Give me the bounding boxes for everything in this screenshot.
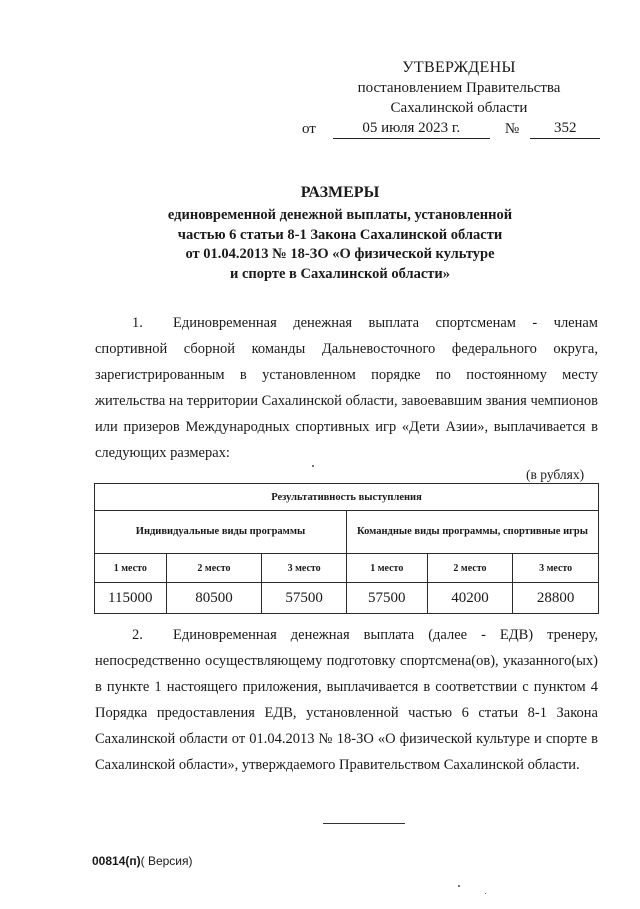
payment-table: [94, 483, 599, 614]
separator-line: [323, 823, 405, 824]
amount-cell: 57500: [346, 583, 427, 614]
paragraph-2-number: 2.: [132, 627, 143, 643]
number-label: №: [504, 121, 520, 137]
paragraph-2: [95, 622, 598, 778]
document-version: ( Версия): [140, 854, 193, 868]
heading-line-4: и спорте в Сахалинской области»: [229, 265, 451, 282]
units-note: (в рублях): [526, 467, 585, 482]
heading-line-2: частью 6 статьи 8-1 Закона Сахалинской области: [177, 226, 503, 243]
approval-block: [300, 58, 600, 139]
document-heading: [160, 182, 520, 284]
heading-line-1: единовременной денежной выплаты, установленной: [167, 207, 513, 223]
amount-cell: 57500: [262, 583, 347, 614]
scan-speck: [458, 885, 460, 887]
place-header: 1 место: [346, 554, 427, 583]
approval-line-2: Сахалинской области: [390, 100, 528, 116]
document-code: 00814(п): [92, 854, 141, 868]
approval-line-1: постановлением Правительства: [357, 80, 561, 96]
approval-date-row: [300, 118, 600, 139]
footer: [92, 854, 193, 868]
amount-cell: 40200: [427, 583, 513, 614]
from-label: от: [302, 121, 316, 137]
paragraph-1-text: Единовременная денежная выплата спортсменам - членам спортивной сборной команды Дальневосточного федерального округа, зарегистрированным в установленном порядке по постоянному месту жительства на территории Сахалинской области, завоевавшим звания чемпионов или призеров Международных спортивных игр «Дети Азии», выплачивается в следующих размерах:: [95, 315, 598, 461]
place-header: 1 место: [95, 554, 167, 583]
scan-speck: [485, 893, 486, 894]
heading-line-3: от 01.04.2013 № 18-ЗО «О физической культуре: [185, 246, 495, 262]
paragraph-1-number: 1.: [132, 315, 143, 331]
table-header: Результативность выступления: [95, 484, 599, 511]
place-header: 3 место: [513, 554, 599, 583]
table-group-team: Командные виды программы, спортивные игры: [346, 511, 598, 554]
scan-speck: [312, 465, 314, 467]
amount-cell: 115000: [95, 583, 167, 614]
amount-cell: 28800: [513, 583, 599, 614]
place-header: 2 место: [166, 554, 262, 583]
table-group-individual: Индивидуальные виды программы: [95, 511, 347, 554]
place-header: 3 место: [262, 554, 347, 583]
amount-cell: 80500: [166, 583, 262, 614]
approval-date: 05 июля 2023 г.: [333, 118, 489, 139]
approval-title: УТВЕРЖДЕНЫ: [402, 59, 516, 76]
approval-number: 352: [530, 118, 600, 139]
paragraph-2-text: Единовременная денежная выплата (далее - ЕДВ) тренеру, непосредственно осуществляющему подготовку спортсмена(ов), указанного(ых) в пункте 1 настоящего приложения, выплачивается в соответствии с пунктом 4 Порядка предоставления ЕДВ, установленной частью 6 статьи 8-1 Закона Сахалинской области от 01.04.2013 № 18-ЗО «О физической культуре и спорте в Сахалинской области», утверждаемого Правительством Сахалинской области.: [95, 627, 598, 773]
place-header: 2 место: [427, 554, 513, 583]
paragraph-1: [95, 310, 598, 466]
heading-title: РАЗМЕРЫ: [300, 184, 380, 201]
